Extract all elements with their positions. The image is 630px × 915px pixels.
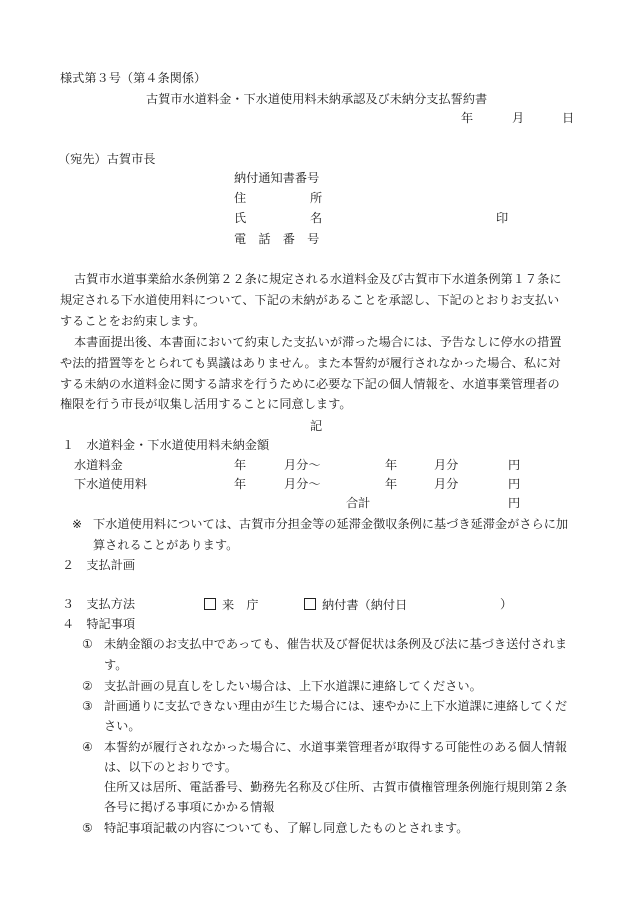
option-slip-label: 納付書（納付日 bbox=[322, 598, 408, 612]
date-month: 月 bbox=[512, 111, 525, 125]
sewer-year-from: 年 bbox=[234, 477, 247, 491]
checkbox-visit[interactable] bbox=[204, 598, 216, 610]
item5-line1: 特記事項記載の内容についても、了解し同意したものとされます。 bbox=[104, 821, 469, 835]
notice-number-label: 納付通知書番号 bbox=[234, 171, 320, 185]
water-month-from: 月分〜 bbox=[284, 458, 321, 472]
addressee: （宛先）古賀市長 bbox=[58, 152, 156, 166]
water-year-to: 年 bbox=[385, 458, 398, 472]
seal-mark: 印 bbox=[496, 211, 509, 225]
item1-number: ① bbox=[82, 637, 93, 651]
item2-line1: 支払計画の見直しをしたい場合は、上下水道課に連絡してください。 bbox=[104, 679, 482, 693]
sewer-year-to: 年 bbox=[385, 477, 398, 491]
date-day: 日 bbox=[562, 111, 575, 125]
sewer-month-to: 月分 bbox=[434, 477, 459, 491]
item3-number: ③ bbox=[82, 699, 93, 713]
checkbox-slip[interactable] bbox=[304, 598, 316, 610]
payment-option-visit[interactable] bbox=[204, 598, 259, 611]
item1-line1: 未納金額のお支払中であっても、催告状及び督促状は条例及び法に基づき送付されま bbox=[104, 637, 568, 651]
item2-number: ② bbox=[82, 679, 93, 693]
body-p1-line1: 古賀市水道事業給水条例第２２条に規定される水道料金及び古賀市下水道条例第１７条に bbox=[74, 272, 562, 286]
name-label-1: 氏 bbox=[234, 211, 247, 225]
sewer-month-from: 月分〜 bbox=[284, 477, 321, 491]
ki-heading: 記 bbox=[310, 419, 323, 433]
body-p2-line2: や法的措置等をとられても異議はありません。また本誓約が履行されなかった場合、私に対 bbox=[60, 356, 561, 370]
item4-line2: は、以下のとおりです。 bbox=[104, 760, 238, 774]
section3-heading: ３ 支払方法 bbox=[62, 597, 136, 611]
form-number: 様式第３号（第４条関係） bbox=[60, 71, 207, 85]
body-p1-line3: することをお約束します。 bbox=[60, 314, 206, 328]
note-line1: 下水道使用料については、古賀市分担金等の延滞金徴収条例に基づき延滞金がさらに加 bbox=[93, 517, 569, 531]
water-yen: 円 bbox=[508, 458, 521, 472]
item4-line3: 住所又は居所、電話番号、勤務先名称及び住所、古賀市債権管理条例施行規則第２条 bbox=[104, 780, 568, 794]
name-label-2: 名 bbox=[310, 211, 323, 225]
phone-label: 電 話 番 号 bbox=[234, 232, 320, 246]
body-p2-line3: する未納の水道料金に関する請求を行うために必要な下記の個人情報を、水道事業管理者の bbox=[60, 377, 560, 391]
water-month-to: 月分 bbox=[434, 458, 459, 472]
note-mark: ※ bbox=[72, 517, 83, 531]
section2-heading: ２ 支払計画 bbox=[62, 558, 136, 572]
sewer-fee-label: 下水道使用料 bbox=[74, 477, 148, 491]
water-year-from: 年 bbox=[234, 458, 247, 472]
note-line2: 算されることがあります。 bbox=[93, 538, 239, 552]
option-visit-label: 来 庁 bbox=[222, 598, 259, 612]
item4-number: ④ bbox=[82, 740, 93, 754]
body-p2-line1: 本書面提出後、本書面において約束した支払いが滞った場合には、予告なしに停水の措置 bbox=[74, 335, 562, 349]
total-label: 合計 bbox=[346, 496, 371, 510]
item5-number: ⑤ bbox=[82, 821, 93, 835]
body-p1-line2: 規定される下水道使用料について、下記の未納があることを承認し、下記のとおりお支払い bbox=[60, 293, 560, 307]
sewer-yen: 円 bbox=[508, 477, 521, 491]
water-fee-label: 水道料金 bbox=[74, 458, 123, 472]
item4-line4: 各号に掲げる事項にかかる情報 bbox=[104, 800, 275, 814]
section1-heading: １ 水道料金・下水道使用料未納金額 bbox=[62, 438, 270, 452]
item4-line1: 本誓約が履行されなかった場合に、水道事業管理者が取得する可能性のある個人情報 bbox=[104, 740, 568, 754]
item3-line2: さい。 bbox=[104, 719, 141, 733]
body-p2-line4: 権限を行う市長が収集し活用することに同意します。 bbox=[60, 397, 352, 411]
address-label-1: 住 bbox=[234, 191, 247, 205]
date-year: 年 bbox=[461, 111, 474, 125]
item3-line1: 計画通りに支払できない理由が生じた場合には、速やかに上下水道課に連絡してくだ bbox=[104, 699, 568, 713]
payment-option-slip[interactable] bbox=[304, 598, 407, 611]
address-label-2: 所 bbox=[310, 191, 323, 205]
document-title: 古賀市水道料金・下水道使用料未納承認及び未納分支払誓約書 bbox=[146, 92, 488, 106]
item1-line2: す。 bbox=[104, 658, 128, 672]
option-slip-close: ） bbox=[500, 597, 513, 611]
total-yen: 円 bbox=[508, 496, 521, 510]
section4-heading: ４ 特記事項 bbox=[62, 617, 136, 631]
